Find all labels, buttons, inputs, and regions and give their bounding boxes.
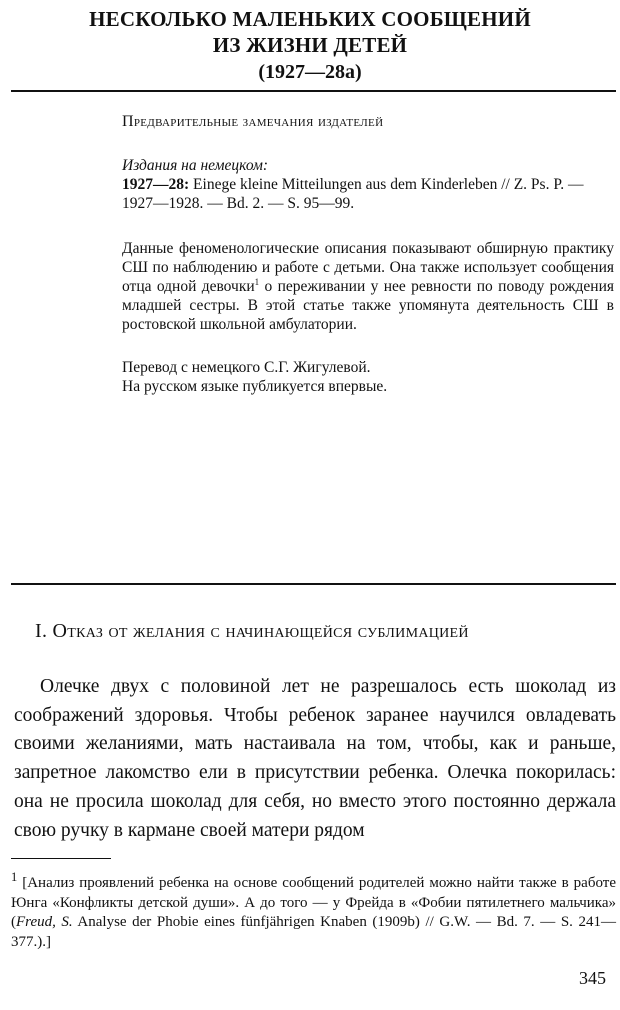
first-publication-line: На русском языке публикуется впервые. [122,378,388,395]
footnote [11,868,616,952]
section-title: I. Отказ от желания с начинающейся сублимацией [35,620,469,642]
title-line-2: ИЗ ЖИЗНИ ДЕТЕЙ [212,33,408,57]
main-paragraph: Олечке двух с половиной лет не разрешалось есть шоколад из соображений здоровья. Чтобы ребенок заранее научился овладевать своими желаниями, мать настаивала на том, чтобы, как и раньше, запретное лакомство ели в присутствии ребенка. Олечка покорилась: она не просила шоколад для себя, но вместо этого постоянно держала свою ручку в кармане своей матери рядом [14,676,616,841]
title-year: (1927—28а) [258,61,362,83]
translation-line: Перевод с немецкого С.Г. Жигулевой. [122,359,371,376]
page-number: 345 [579,968,606,988]
footnote-ref: 1 [254,276,260,287]
chapter-title [60,6,560,84]
footnote-number: 1 [11,870,18,884]
title-line-1: НЕСКОЛЬКО МАЛЕНЬКИХ СООБЩЕНИЙ [89,7,531,31]
editors-notes [122,112,614,396]
edition-year: 1927—28: [122,176,190,193]
desc-part2: о переживании у нее ревности по поводу рождения младшей сестры. В этой статье также упомянута деятельность СШ в ростовской школьной амбулатории. [122,278,614,333]
editions-label: Издания на немецком: [122,157,269,174]
desc-part1: Данные феноменологические описания показывают обширную практику СШ по наблюдению и работе с детьми. Она также использует сообщения отца одной девочки [122,240,614,295]
footnote-author: Freud, S. [16,914,73,930]
notes-heading: Предварительные замечания издателей [122,113,384,130]
edition-text: Einege kleine Mitteilungen aus dem Kinderleben // Z. Ps. P. — 1927—1928. — Bd. 2. — S. 95—99. [122,176,584,212]
translation-credit [122,358,614,396]
top-divider [11,90,616,92]
edition-entry [122,175,614,213]
footnote-rule [11,858,111,859]
notes-description [122,239,614,334]
footnote-part2: Analyse der Phobie eines fünfjährigen Knaben (1909b) // G.W. — Bd. 7. — S. 241—377.).] [11,914,616,950]
section-divider [11,583,616,585]
footnote-part1: [Анализ проявлений ребенка на основе сообщений родителей можно найти также в работе Юнга «Конфликты детской души». А до того — у Фрейда в «Фобии пятилетнего мальчика» ( [11,875,616,930]
